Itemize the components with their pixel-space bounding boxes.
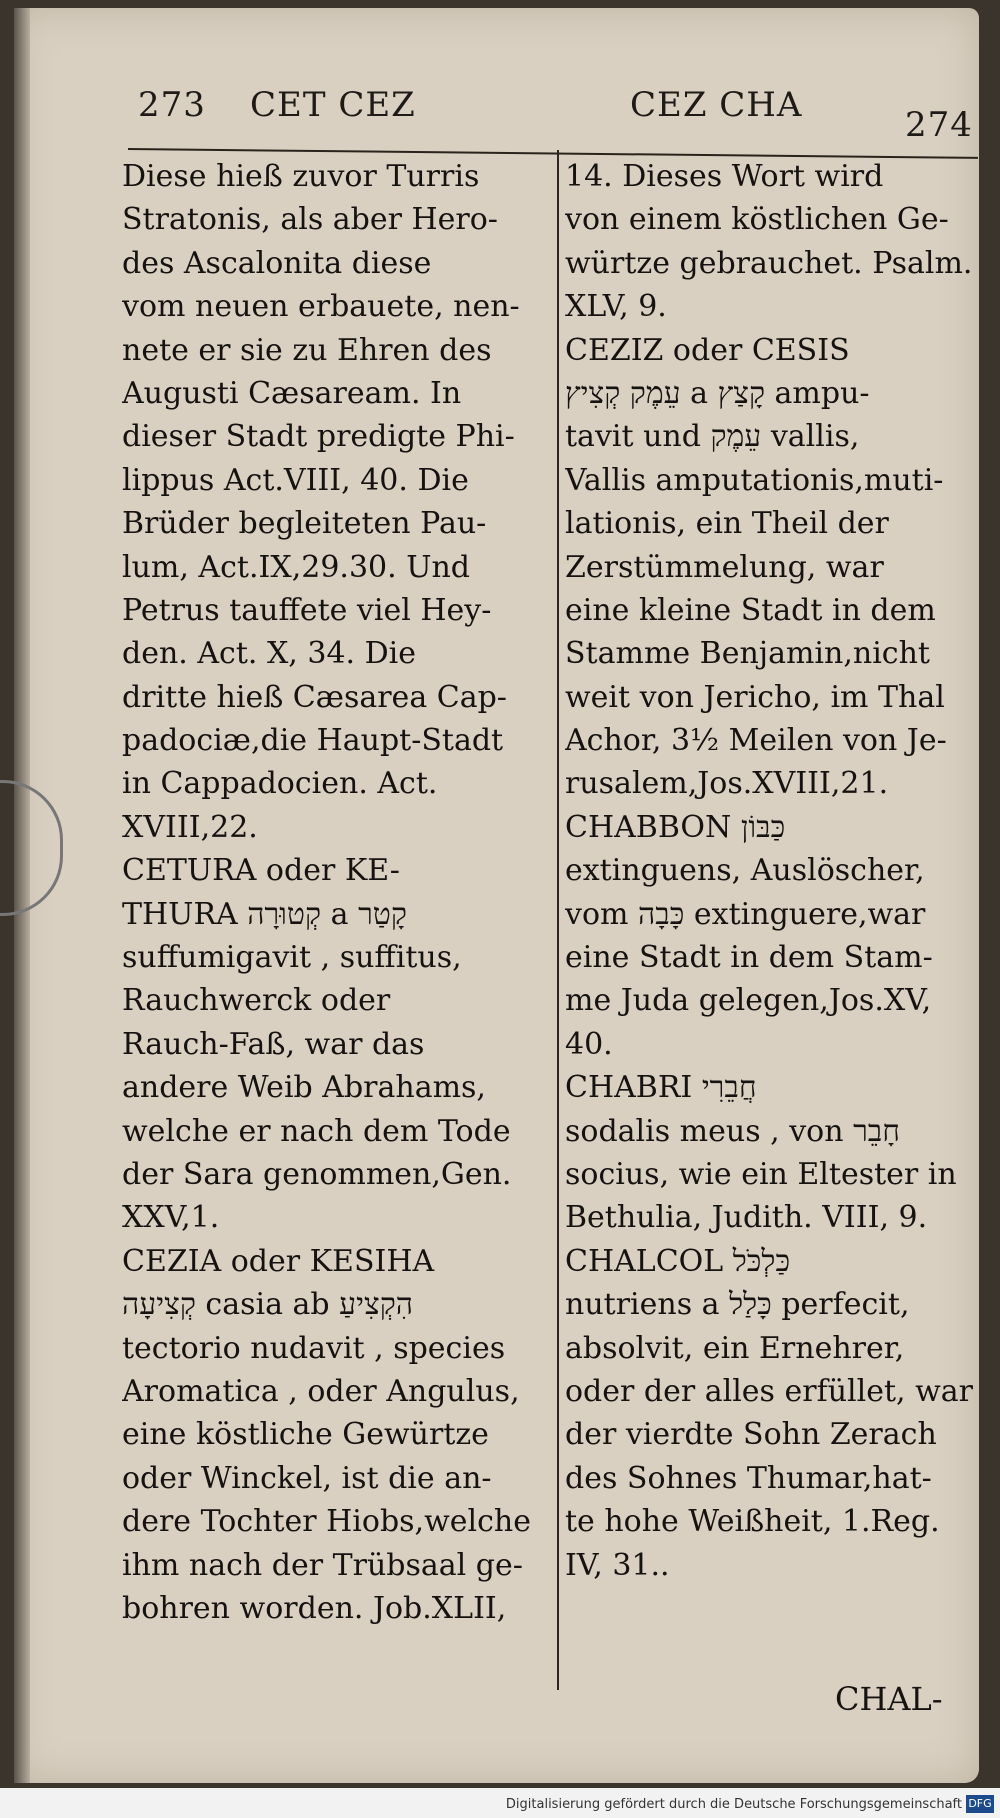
text-line: tectorio nudavit , species — [122, 1330, 506, 1366]
text-line: Augusti Cæsaream. In — [122, 375, 462, 411]
text-line: weit von Jericho, im Thal — [565, 679, 945, 715]
text-line: Brüder begleiteten Pau- — [122, 506, 487, 542]
text-line: CHALCOL כַּלְכֹּל — [565, 1243, 791, 1279]
text-line: vom neuen erbauete, nen- — [122, 289, 520, 325]
text-line: nutriens a כָּלַל perfecit, — [565, 1287, 910, 1323]
text-line: andere Weib Abrahams, — [122, 1070, 486, 1106]
text-line: extinguens, Auslöscher, — [565, 853, 925, 889]
text-line: IV, 31.. — [565, 1547, 670, 1583]
running-head-left: CET CEZ — [250, 85, 416, 125]
text-line: des Ascalonita diese — [122, 245, 432, 281]
column-divider — [557, 150, 559, 1690]
text-line: קְצִיעָה casia ab הִקְצִיעַ — [122, 1287, 414, 1323]
text-line: lippus Act.VIII, 40. Die — [122, 462, 469, 498]
text-line: eine kleine Stadt in dem — [565, 592, 936, 628]
text-line: Petrus tauffete viel Hey- — [122, 592, 492, 628]
running-head-right: CEZ CHA — [630, 85, 803, 125]
text-line: padociæ,die Haupt-Stadt — [122, 723, 504, 759]
text-line: CEZIZ oder CESIS — [565, 332, 850, 368]
dfg-logo: DFG — [966, 1795, 994, 1813]
text-line: lum, Act.IX,29.30. Und — [122, 549, 471, 585]
text-line: der vierdte Sohn Zerach — [565, 1417, 937, 1453]
left-column — [122, 155, 542, 1630]
page-number-left: 273 — [138, 85, 206, 125]
text-line: XVIII,22. — [122, 809, 258, 845]
text-line: dieser Stadt predigte Phi- — [122, 419, 515, 455]
text-line: welche er nach dem Tode — [122, 1113, 511, 1149]
text-line: 40. — [565, 1026, 613, 1062]
text-line: eine köstliche Gewürtze — [122, 1417, 489, 1453]
text-line: Diese hieß zuvor Turris — [122, 159, 480, 194]
text-line: CETURA oder KE- — [122, 853, 400, 889]
text-line: der Sara genommen,Gen. — [122, 1156, 512, 1192]
text-line: Zerstümmelung, war — [565, 549, 884, 585]
text-line: sodalis meus , von חָבֵר — [565, 1113, 901, 1149]
text-line: socius, wie ein Eltester in — [565, 1156, 957, 1192]
text-line: Stratonis, als aber Hero- — [122, 202, 498, 238]
text-line: ihm nach der Trübsaal ge- — [122, 1547, 523, 1583]
text-line: Rauchwerck oder — [122, 983, 391, 1019]
text-line: Aromatica , oder Angulus, — [122, 1373, 520, 1409]
page-number-right: 274 — [905, 105, 973, 145]
text-line: oder der alles erfüllet, war — [565, 1373, 973, 1409]
text-line: rusalem,Jos.XVIII,21. — [565, 766, 889, 802]
text-line: 14. Dieses Wort wird — [565, 159, 884, 194]
text-line: עֵמֶק קְצִיץ a קָצַץ ampu- — [565, 375, 870, 411]
text-line: nete er sie zu Ehren des — [122, 332, 492, 368]
text-line: in Cappadocien. Act. — [122, 766, 438, 802]
text-line: Vallis amputationis,muti- — [565, 462, 944, 498]
text-line: CHABRI חֲבֵרִי — [565, 1070, 757, 1106]
text-line: absolvit, ein Ernehrer, — [565, 1330, 905, 1366]
right-column — [565, 155, 985, 1587]
text-line: tavit und עֵמֶק vallis, — [565, 419, 860, 455]
text-line: CHABBON כַּבּוֹן — [565, 809, 786, 845]
text-line: XXV,1. — [122, 1200, 220, 1236]
text-line: Bethulia, Judith. VIII, 9. — [565, 1200, 928, 1236]
text-line: eine Stadt in dem Stam- — [565, 940, 933, 976]
text-line: THURA קְטוּרָה a קָטַר — [122, 896, 407, 932]
footer-bar — [0, 1788, 1000, 1818]
text-line: Stamme Benjamin,nicht — [565, 636, 930, 672]
text-line: te hohe Weißheit, 1.Reg. — [565, 1504, 940, 1540]
footer-credit: Digitalisierung gefördert durch die Deutsche Forschungsgemeinschaft — [505, 1797, 962, 1812]
text-line: CEZIA oder KESIHA — [122, 1243, 435, 1279]
text-line: Achor, 3½ Meilen von Je- — [565, 723, 947, 759]
text-line: me Juda gelegen,Jos.XV, — [565, 983, 932, 1019]
text-line: dritte hieß Cæsarea Cap- — [122, 679, 507, 715]
text-line: lationis, ein Theil der — [565, 506, 889, 542]
text-line: bohren worden. Job.XLII, — [122, 1590, 507, 1626]
text-line: den. Act. X, 34. Die — [122, 636, 417, 672]
text-line: dere Tochter Hiobs,welche — [122, 1504, 531, 1540]
text-line: Rauch-Faß, war das — [122, 1026, 425, 1062]
text-line: würtze gebrauchet. Psalm. — [565, 245, 973, 281]
running-header — [130, 85, 980, 145]
text-line: des Sohnes Thumar,hat- — [565, 1460, 932, 1496]
text-line: XLV, 9. — [565, 289, 667, 325]
text-line: von einem köstlichen Ge- — [565, 202, 949, 238]
text-line: vom כָּבָה extinguere,war — [565, 896, 926, 932]
catchword: CHAL- — [835, 1680, 943, 1718]
text-line: suffumigavit , suffitus, — [122, 940, 462, 976]
text-line: oder Winckel, ist die an- — [122, 1460, 492, 1496]
